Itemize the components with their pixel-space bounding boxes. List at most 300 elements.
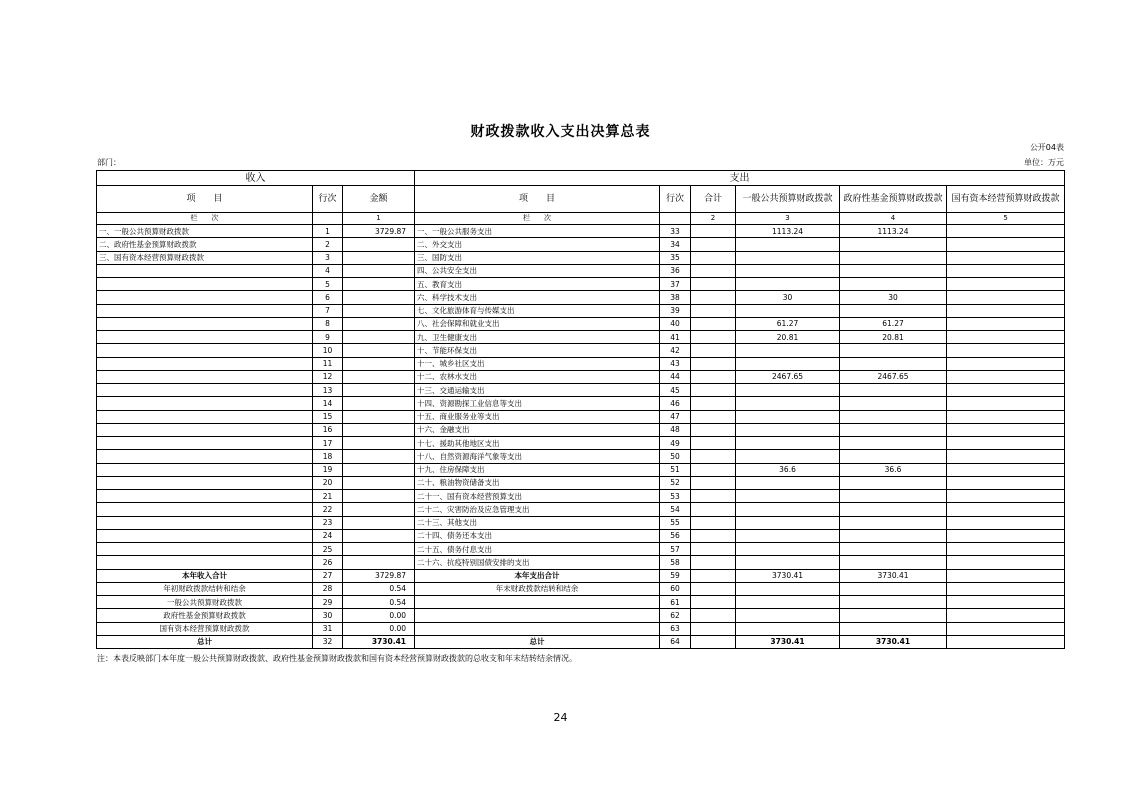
income-item-cell: 国有资本经营预算财政拨款 (97, 622, 313, 635)
fund-budget-cell: 30 (840, 291, 947, 304)
fund-budget-cell (840, 264, 947, 277)
income-amount-cell: 3729.87 (343, 569, 415, 582)
expense-item-cell: 二十五、债务付息支出 (415, 543, 660, 556)
state-capital-cell (947, 450, 1065, 463)
expense-total-cell (691, 397, 736, 410)
table-row (97, 397, 1065, 410)
expense-total-cell (691, 596, 736, 609)
fund-budget-cell (840, 516, 947, 529)
income-item-header: 项 目 (97, 186, 313, 213)
general-budget-cell: 61.27 (736, 317, 840, 330)
unit-label: 单位：万元 (1024, 158, 1064, 167)
fund-budget-cell (840, 582, 947, 595)
general-budget-cell (736, 450, 840, 463)
general-budget-cell (736, 437, 840, 450)
expense-rowno-cell: 35 (660, 251, 691, 264)
expense-rowno-cell: 51 (660, 463, 691, 476)
income-rowno-cell: 30 (313, 609, 343, 622)
state-capital-cell (947, 225, 1065, 238)
expense-item-cell: 二十六、抗疫特别国债安排的支出 (415, 556, 660, 569)
expense-rowno-cell: 47 (660, 410, 691, 423)
expense-item-cell: 年末财政拨款结转和结余 (415, 582, 660, 595)
expense-seq-rowno (660, 213, 691, 225)
income-item-cell (97, 370, 313, 383)
income-amount-cell (343, 410, 415, 423)
expense-rowno-cell: 49 (660, 437, 691, 450)
table-row (97, 463, 1065, 476)
income-amount-cell (343, 357, 415, 370)
income-item-cell (97, 543, 313, 556)
income-seq-label: 栏 次 (97, 213, 313, 225)
expense-rowno-header: 行次 (660, 186, 691, 213)
expense-item-cell: 总计 (415, 635, 660, 648)
general-budget-cell (736, 476, 840, 489)
table-row (97, 251, 1065, 264)
income-item-cell (97, 437, 313, 450)
expense-total-cell (691, 556, 736, 569)
income-rowno-cell: 5 (313, 278, 343, 291)
income-amount-cell (343, 556, 415, 569)
expense-item-cell (415, 622, 660, 635)
income-rowno-cell: 31 (313, 622, 343, 635)
expense-rowno-cell: 34 (660, 238, 691, 251)
expense-total-cell (691, 344, 736, 357)
state-capital-cell (947, 331, 1065, 344)
state-capital-cell (947, 569, 1065, 582)
income-rowno-cell: 7 (313, 304, 343, 317)
expense-header: 支出 (415, 171, 1065, 186)
expense-total-cell (691, 317, 736, 330)
income-item-cell (97, 423, 313, 436)
general-budget-cell (736, 384, 840, 397)
expense-seq-fund: 4 (840, 213, 947, 225)
income-amount-cell (343, 264, 415, 277)
budget-summary-table (96, 170, 1065, 649)
table-row (97, 238, 1065, 251)
header-row-columns (97, 186, 1065, 213)
fund-budget-header: 政府性基金预算财政拨款 (840, 186, 947, 213)
fund-budget-cell (840, 556, 947, 569)
expense-rowno-cell: 48 (660, 423, 691, 436)
general-budget-cell (736, 238, 840, 251)
page-title: 财政拨款收入支出决算总表 (470, 124, 651, 140)
general-budget-header: 一般公共预算财政拨款 (736, 186, 840, 213)
income-amount-cell (343, 423, 415, 436)
income-item-cell (97, 476, 313, 489)
fund-budget-cell (840, 543, 947, 556)
expense-rowno-cell: 62 (660, 609, 691, 622)
fund-budget-cell (840, 490, 947, 503)
expense-item-cell: 十六、金融支出 (415, 423, 660, 436)
table-row (97, 516, 1065, 529)
table-row (97, 476, 1065, 489)
table-row (97, 503, 1065, 516)
expense-seq-label: 栏 次 (415, 213, 660, 225)
fund-budget-cell (840, 476, 947, 489)
income-rowno-cell: 3 (313, 251, 343, 264)
income-item-cell (97, 357, 313, 370)
general-budget-cell (736, 596, 840, 609)
expense-total-cell (691, 569, 736, 582)
expense-total-cell (691, 384, 736, 397)
state-capital-cell (947, 490, 1065, 503)
income-rowno-cell: 20 (313, 476, 343, 489)
state-capital-cell (947, 423, 1065, 436)
expense-total-cell (691, 357, 736, 370)
department-label: 部门： (97, 158, 121, 167)
fund-budget-cell (840, 251, 947, 264)
income-amount-cell (343, 543, 415, 556)
income-seq-amount: 1 (343, 213, 415, 225)
general-budget-cell (736, 609, 840, 622)
income-rowno-cell: 11 (313, 357, 343, 370)
form-number: 公开04表 (1029, 143, 1064, 152)
fund-budget-cell (840, 410, 947, 423)
expense-item-cell: 四、公共安全支出 (415, 264, 660, 277)
state-capital-cell (947, 543, 1065, 556)
income-rowno-cell: 24 (313, 529, 343, 542)
state-capital-cell (947, 556, 1065, 569)
state-capital-cell (947, 397, 1065, 410)
income-item-cell (97, 490, 313, 503)
income-amount-cell (343, 437, 415, 450)
expense-total-cell (691, 437, 736, 450)
table-row (97, 264, 1065, 277)
expense-rowno-cell: 43 (660, 357, 691, 370)
general-budget-cell (736, 423, 840, 436)
state-capital-cell (947, 476, 1065, 489)
general-budget-cell (736, 516, 840, 529)
income-amount-cell (343, 317, 415, 330)
income-rowno-cell: 1 (313, 225, 343, 238)
income-amount-cell (343, 490, 415, 503)
expense-total-header: 合计 (691, 186, 736, 213)
income-item-cell: 年初财政拨款结转和结余 (97, 582, 313, 595)
general-budget-cell: 3730.41 (736, 569, 840, 582)
income-amount-cell (343, 450, 415, 463)
table-note: 注：本表反映部门本年度一般公共预算财政拨款、政府性基金预算财政拨款和国有资本经营预算财政拨款的总收支和年末结转结余情况。 (97, 654, 577, 663)
general-budget-cell (736, 251, 840, 264)
income-rowno-cell: 9 (313, 331, 343, 344)
income-rowno-cell: 25 (313, 543, 343, 556)
expense-item-cell: 六、科学技术支出 (415, 291, 660, 304)
income-item-cell: 总计 (97, 635, 313, 648)
expense-total-cell (691, 423, 736, 436)
table-row (97, 370, 1065, 383)
income-rowno-cell: 12 (313, 370, 343, 383)
income-seq-rowno (313, 213, 343, 225)
income-rowno-cell: 17 (313, 437, 343, 450)
expense-item-header: 项 目 (415, 186, 660, 213)
expense-rowno-cell: 59 (660, 569, 691, 582)
general-budget-cell (736, 503, 840, 516)
table-row (97, 410, 1065, 423)
general-budget-cell (736, 410, 840, 423)
expense-item-cell: 三、国防支出 (415, 251, 660, 264)
income-amount-cell (343, 397, 415, 410)
expense-item-cell: 十三、交通运输支出 (415, 384, 660, 397)
fund-budget-cell: 2467.65 (840, 370, 947, 383)
table-row (97, 291, 1065, 304)
fund-budget-cell (840, 397, 947, 410)
income-item-cell (97, 344, 313, 357)
table-row (97, 543, 1065, 556)
expense-rowno-cell: 61 (660, 596, 691, 609)
table-row (97, 317, 1065, 330)
expense-item-cell: 二十四、债务还本支出 (415, 529, 660, 542)
fund-budget-cell: 1113.24 (840, 225, 947, 238)
state-capital-cell (947, 463, 1065, 476)
state-capital-cell (947, 410, 1065, 423)
state-capital-header: 国有资本经营预算财政拨款 (947, 186, 1065, 213)
expense-item-cell: 十七、援助其他地区支出 (415, 437, 660, 450)
expense-total-cell (691, 476, 736, 489)
expense-seq-general: 3 (736, 213, 840, 225)
income-amount-cell (343, 384, 415, 397)
expense-total-cell (691, 450, 736, 463)
income-amount-cell: 0.00 (343, 622, 415, 635)
table-row (97, 635, 1065, 648)
income-amount-cell (343, 476, 415, 489)
general-budget-cell (736, 344, 840, 357)
table-row (97, 622, 1065, 635)
income-item-cell: 二、政府性基金预算财政拨款 (97, 238, 313, 251)
expense-item-cell (415, 596, 660, 609)
general-budget-cell: 36.6 (736, 463, 840, 476)
general-budget-cell (736, 278, 840, 291)
expense-item-cell: 十九、住房保障支出 (415, 463, 660, 476)
expense-total-cell (691, 635, 736, 648)
expense-item-cell (415, 609, 660, 622)
state-capital-cell (947, 596, 1065, 609)
income-amount-cell (343, 251, 415, 264)
expense-item-cell: 十、节能环保支出 (415, 344, 660, 357)
income-amount-cell: 3729.87 (343, 225, 415, 238)
expense-item-cell: 十四、资源勘探工业信息等支出 (415, 397, 660, 410)
income-rowno-cell: 26 (313, 556, 343, 569)
income-item-cell (97, 264, 313, 277)
income-rowno-cell: 22 (313, 503, 343, 516)
expense-rowno-cell: 44 (660, 370, 691, 383)
general-budget-cell (736, 304, 840, 317)
expense-item-cell: 十五、商业服务业等支出 (415, 410, 660, 423)
table-row (97, 278, 1065, 291)
income-rowno-cell: 19 (313, 463, 343, 476)
expense-rowno-cell: 60 (660, 582, 691, 595)
expense-item-cell: 二十二、灾害防治及应急管理支出 (415, 503, 660, 516)
state-capital-cell (947, 304, 1065, 317)
expense-rowno-cell: 46 (660, 397, 691, 410)
state-capital-cell (947, 635, 1065, 648)
general-budget-cell: 1113.24 (736, 225, 840, 238)
table-row (97, 609, 1065, 622)
expense-rowno-cell: 52 (660, 476, 691, 489)
expense-total-cell (691, 264, 736, 277)
fund-budget-cell (840, 423, 947, 436)
fund-budget-cell (840, 609, 947, 622)
general-budget-cell (736, 529, 840, 542)
income-rowno-cell: 10 (313, 344, 343, 357)
general-budget-cell (736, 582, 840, 595)
header-row-sections (97, 171, 1065, 186)
expense-rowno-cell: 55 (660, 516, 691, 529)
income-amount-cell (343, 503, 415, 516)
expense-total-cell (691, 609, 736, 622)
expense-item-cell: 十八、自然资源海洋气象等支出 (415, 450, 660, 463)
expense-total-cell (691, 516, 736, 529)
expense-rowno-cell: 45 (660, 384, 691, 397)
income-rowno-cell: 18 (313, 450, 343, 463)
income-amount-cell (343, 463, 415, 476)
income-item-cell: 一、一般公共预算财政拨款 (97, 225, 313, 238)
fund-budget-cell (840, 238, 947, 251)
table-row (97, 450, 1065, 463)
state-capital-cell (947, 251, 1065, 264)
expense-seq-state: 5 (947, 213, 1065, 225)
expense-item-cell: 五、教育支出 (415, 278, 660, 291)
expense-total-cell (691, 503, 736, 516)
expense-total-cell (691, 463, 736, 476)
income-item-cell (97, 397, 313, 410)
expense-item-cell: 七、文化旅游体育与传媒支出 (415, 304, 660, 317)
state-capital-cell (947, 291, 1065, 304)
expense-item-cell: 十二、农林水支出 (415, 370, 660, 383)
state-capital-cell (947, 357, 1065, 370)
state-capital-cell (947, 317, 1065, 330)
expense-total-cell (691, 225, 736, 238)
expense-rowno-cell: 39 (660, 304, 691, 317)
income-rowno-cell: 28 (313, 582, 343, 595)
expense-rowno-cell: 57 (660, 543, 691, 556)
expense-total-cell (691, 251, 736, 264)
table-row (97, 582, 1065, 595)
table-row (97, 357, 1065, 370)
income-item-cell (97, 450, 313, 463)
state-capital-cell (947, 370, 1065, 383)
expense-rowno-cell: 41 (660, 331, 691, 344)
income-rowno-cell: 21 (313, 490, 343, 503)
fund-budget-cell: 36.6 (840, 463, 947, 476)
expense-total-cell (691, 622, 736, 635)
income-rowno-cell: 8 (313, 317, 343, 330)
fund-budget-cell (840, 596, 947, 609)
income-rowno-cell: 14 (313, 397, 343, 410)
income-item-cell (97, 556, 313, 569)
income-item-cell: 一般公共预算财政拨款 (97, 596, 313, 609)
expense-rowno-cell: 38 (660, 291, 691, 304)
expense-total-cell (691, 238, 736, 251)
expense-seq-total: 2 (691, 213, 736, 225)
expense-total-cell (691, 304, 736, 317)
general-budget-cell (736, 543, 840, 556)
state-capital-cell (947, 529, 1065, 542)
table-row (97, 437, 1065, 450)
income-rowno-cell: 16 (313, 423, 343, 436)
expense-rowno-cell: 42 (660, 344, 691, 357)
expense-item-cell: 十一、城乡社区支出 (415, 357, 660, 370)
expense-total-cell (691, 291, 736, 304)
expense-item-cell: 八、社会保障和就业支出 (415, 317, 660, 330)
expense-item-cell: 一、一般公共服务支出 (415, 225, 660, 238)
expense-rowno-cell: 56 (660, 529, 691, 542)
income-item-cell (97, 516, 313, 529)
income-rowno-cell: 2 (313, 238, 343, 251)
expense-item-cell: 本年支出合计 (415, 569, 660, 582)
expense-rowno-cell: 63 (660, 622, 691, 635)
general-budget-cell: 20.81 (736, 331, 840, 344)
general-budget-cell: 3730.41 (736, 635, 840, 648)
income-amount-header: 金额 (343, 186, 415, 213)
general-budget-cell (736, 490, 840, 503)
income-item-cell (97, 503, 313, 516)
table-row (97, 384, 1065, 397)
expense-rowno-cell: 36 (660, 264, 691, 277)
table-row (97, 423, 1065, 436)
fund-budget-cell (840, 503, 947, 516)
expense-total-cell (691, 331, 736, 344)
general-budget-cell (736, 622, 840, 635)
state-capital-cell (947, 344, 1065, 357)
state-capital-cell (947, 582, 1065, 595)
income-item-cell (97, 529, 313, 542)
expense-total-cell (691, 543, 736, 556)
fund-budget-cell (840, 278, 947, 291)
income-rowno-cell: 32 (313, 635, 343, 648)
fund-budget-cell: 3730.41 (840, 569, 947, 582)
income-item-cell (97, 317, 313, 330)
income-amount-cell: 0.54 (343, 596, 415, 609)
expense-item-cell: 二十、粮油物资储备支出 (415, 476, 660, 489)
income-item-cell (97, 463, 313, 476)
general-budget-cell (736, 397, 840, 410)
expense-total-cell (691, 370, 736, 383)
expense-total-cell (691, 582, 736, 595)
table-row (97, 490, 1065, 503)
state-capital-cell (947, 238, 1065, 251)
income-item-cell (97, 291, 313, 304)
general-budget-cell: 30 (736, 291, 840, 304)
state-capital-cell (947, 622, 1065, 635)
income-amount-cell: 3730.41 (343, 635, 415, 648)
fund-budget-cell: 3730.41 (840, 635, 947, 648)
income-rowno-header: 行次 (313, 186, 343, 213)
income-amount-cell (343, 516, 415, 529)
fund-budget-cell (840, 384, 947, 397)
table-row (97, 569, 1065, 582)
header-row-sequence (97, 213, 1065, 225)
income-item-cell (97, 331, 313, 344)
expense-rowno-cell: 53 (660, 490, 691, 503)
expense-rowno-cell: 33 (660, 225, 691, 238)
income-item-cell: 三、国有资本经营预算财政拨款 (97, 251, 313, 264)
income-amount-cell (343, 331, 415, 344)
income-amount-cell (343, 344, 415, 357)
income-rowno-cell: 29 (313, 596, 343, 609)
income-item-cell (97, 410, 313, 423)
expense-total-cell (691, 410, 736, 423)
expense-rowno-cell: 40 (660, 317, 691, 330)
fund-budget-cell (840, 304, 947, 317)
expense-rowno-cell: 37 (660, 278, 691, 291)
fund-budget-cell (840, 344, 947, 357)
general-budget-cell: 2467.65 (736, 370, 840, 383)
expense-item-cell: 二、外交支出 (415, 238, 660, 251)
income-amount-cell (343, 291, 415, 304)
table-row (97, 344, 1065, 357)
state-capital-cell (947, 609, 1065, 622)
expense-rowno-cell: 54 (660, 503, 691, 516)
state-capital-cell (947, 264, 1065, 277)
